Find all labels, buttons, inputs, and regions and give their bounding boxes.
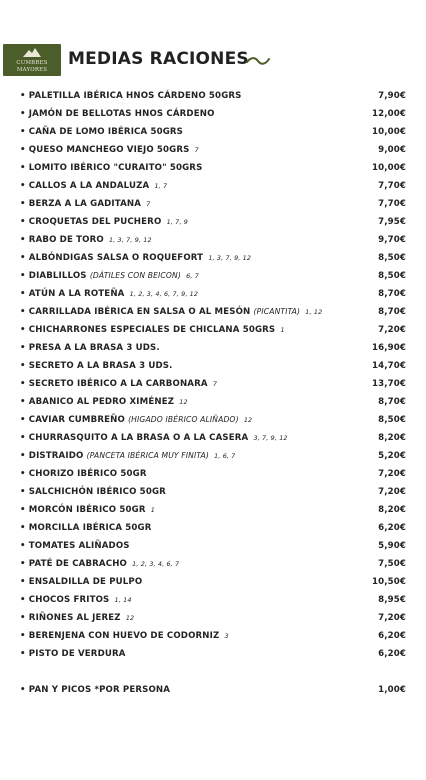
menu-item-allergens: 1, 6, 7 (214, 452, 236, 460)
bullet-icon: • (20, 109, 29, 119)
menu-item-price: 9,00€ (378, 145, 406, 155)
menu-item-note: (PICANTITA) (253, 307, 301, 316)
menu-item (20, 483, 408, 501)
menu-item (20, 681, 408, 699)
menu-item-name (20, 375, 217, 393)
menu-item-label: SECRETO IBÉRICO A LA CARBONARA (28, 379, 208, 389)
menu-item-price: 6,20€ (378, 631, 406, 641)
menu-item-allergens: 12 (125, 614, 135, 622)
menu-item-allergens: 1 (150, 506, 155, 514)
menu-item-label: PALETILLA IBÉRICA HNOS CÁRDENO 50GRS (28, 91, 242, 101)
menu-item-label: PISTO DE VERDURA (28, 649, 126, 659)
bullet-icon: • (20, 343, 29, 353)
menu-item (20, 429, 408, 447)
menu-item (20, 249, 408, 267)
logo-line-1: CUMBRES (16, 60, 48, 66)
bullet-icon: • (20, 127, 29, 137)
menu-item-price: 13,70€ (371, 379, 406, 389)
menu-item-label: CHURRASQUITO A LA BRASA O A LA CASERA (28, 433, 249, 443)
menu-item-label: SECRETO A LA BRASA 3 UDS. (28, 361, 173, 371)
menu-item-allergens: 1, 7 (154, 182, 168, 190)
menu-item-name (20, 627, 229, 645)
menu-item-label: ABANICO AL PEDRO XIMÉNEZ (28, 397, 175, 407)
menu-item-name (20, 267, 199, 285)
menu-item-price: 8,95€ (378, 595, 406, 605)
logo-line-2: MAYORES (16, 67, 48, 73)
menu-item (20, 159, 408, 177)
menu-item-allergens: 1, 3, 7, 9, 12 (108, 236, 152, 244)
menu-item (20, 519, 408, 537)
menu-item-label: CHOCOS FRITOS (28, 595, 110, 605)
menu-item-name (20, 519, 152, 537)
menu-item (20, 195, 408, 213)
menu-item-price: 6,20€ (378, 649, 406, 659)
menu-item (20, 321, 408, 339)
menu-item-allergens: 3, 7, 9, 12 (253, 434, 288, 442)
menu-item-allergens: 1, 14 (114, 596, 132, 604)
bullet-icon: • (20, 487, 29, 497)
menu-item-name (20, 537, 130, 555)
menu-item-label: BERENJENA CON HUEVO DE CODORNIZ (28, 631, 220, 641)
menu-item (20, 573, 408, 591)
menu-item (20, 141, 408, 159)
bullet-icon: • (20, 325, 29, 335)
menu-item-name (20, 303, 322, 321)
menu-item-price: 7,50€ (378, 559, 406, 569)
bullet-icon: • (20, 685, 29, 695)
menu-item-name (20, 573, 142, 591)
bullet-icon: • (20, 631, 29, 641)
menu-item-name (20, 645, 126, 663)
menu-item (20, 645, 408, 663)
menu-item-name (20, 249, 251, 267)
bullet-icon: • (20, 361, 29, 371)
menu-item-label: CROQUETAS DEL PUCHERO (28, 217, 162, 227)
bullet-icon: • (20, 289, 29, 299)
menu-item-name (20, 285, 198, 303)
menu-item-note: (PANCETA IBÉRICA MUY FINITA) (86, 451, 209, 460)
menu-item (20, 501, 408, 519)
menu-item-price: 8,50€ (378, 253, 406, 263)
menu-item (20, 393, 408, 411)
menu-item-price: 10,00€ (371, 127, 406, 137)
bullet-icon: • (20, 307, 29, 317)
menu-item-label: LOMITO IBÉRICO "CURAITO" 50GRS (28, 163, 203, 173)
menu-item (20, 285, 408, 303)
menu-item (20, 177, 408, 195)
menu-item-price: 10,00€ (371, 163, 406, 173)
menu-item-name (20, 123, 183, 141)
menu-item-allergens: 1, 3, 7, 9, 12 (208, 254, 252, 262)
restaurant-logo (3, 44, 61, 76)
bullet-icon: • (20, 469, 29, 479)
menu-item-price: 5,20€ (378, 451, 406, 461)
menu-item-label: CALLOS A LA ANDALUZA (28, 181, 150, 191)
menu-item-price: 7,20€ (378, 613, 406, 623)
bullet-icon: • (20, 397, 29, 407)
bullet-icon: • (20, 541, 29, 551)
bullet-icon: • (20, 595, 29, 605)
menu-item-note: (DÁTILES CON BEICON) (89, 271, 181, 280)
menu-item-label: QUESO MANCHEGO VIEJO 50GRS (28, 145, 190, 155)
bullet-icon: • (20, 505, 29, 515)
menu-item (20, 303, 408, 321)
menu-item-name (20, 501, 155, 519)
menu-item (20, 411, 408, 429)
menu-item-allergens: 3 (224, 632, 229, 640)
menu-item-allergens: 1, 7, 9 (166, 218, 188, 226)
bullet-icon: • (20, 433, 29, 443)
menu-item-name (20, 411, 252, 429)
menu-item-label: CAÑA DE LOMO IBÉRICA 50GRS (28, 127, 184, 137)
menu-item (20, 447, 408, 465)
menu-item-label: RIÑONES AL JEREZ (28, 613, 121, 623)
menu-item-price: 8,70€ (378, 307, 406, 317)
menu-item-label: DISTRAIDO (28, 451, 84, 461)
menu-item-price: 7,20€ (378, 325, 406, 335)
menu-item-allergens: 6, 7 (186, 272, 199, 280)
menu-item-label: BERZA A LA GADITANA (28, 199, 142, 209)
menu-item-price: 9,70€ (378, 235, 406, 245)
menu-item-label: PAN Y PICOS *POR PERSONA (28, 685, 171, 695)
menu-item-name (20, 231, 152, 249)
bullet-icon: • (20, 577, 29, 587)
menu-item-name (20, 609, 134, 627)
menu-item-price: 7,70€ (378, 181, 406, 191)
menu-item-label: PRESA A LA BRASA 3 UDS. (28, 343, 160, 353)
menu-item-price: 10,50€ (371, 577, 406, 587)
menu-item-name (20, 681, 170, 699)
menu-item-name (20, 105, 215, 123)
menu-item-allergens: 1, 2, 3, 4, 6, 7 (132, 560, 180, 568)
menu-item-name (20, 87, 242, 105)
menu-item-label: RABO DE TORO (28, 235, 104, 245)
menu-item-name (20, 195, 150, 213)
bullet-icon: • (20, 523, 29, 533)
menu-item-name (20, 555, 179, 573)
menu-item-label: ALBÓNDIGAS SALSA O ROQUEFORT (28, 253, 204, 263)
menu-item-price: 8,20€ (378, 433, 406, 443)
bullet-icon: • (20, 163, 29, 173)
menu-item-allergens: 7 (194, 146, 199, 154)
menu-item-label: SALCHICHÓN IBÉRICO 50GR (28, 487, 166, 497)
bullet-icon: • (20, 415, 29, 425)
bullet-icon: • (20, 451, 29, 461)
menu-item-price: 8,70€ (378, 397, 406, 407)
menu-item-name (20, 213, 188, 231)
bullet-icon: • (20, 253, 29, 263)
menu-item (20, 105, 408, 123)
menu-item-label: CARRILLADA IBÉRICA EN SALSA O AL MESÓN (28, 307, 251, 317)
menu-item-name (20, 321, 285, 339)
menu-item-price: 7,70€ (378, 199, 406, 209)
bullet-icon: • (20, 235, 29, 245)
menu-item (20, 231, 408, 249)
menu-item-name (20, 591, 132, 609)
bullet-icon: • (20, 91, 29, 101)
bullet-icon: • (20, 613, 29, 623)
menu-item-allergens: 1, 2, 3, 4, 6, 7, 9, 12 (129, 290, 199, 298)
bullet-icon: • (20, 199, 29, 209)
menu-list (20, 87, 408, 699)
menu-item-label: ATÚN A LA ROTEÑA (28, 289, 125, 299)
menu-item-price: 5,90€ (378, 541, 406, 551)
menu-item-label: DIABLILLOS (28, 271, 87, 281)
menu-item-price: 7,20€ (378, 469, 406, 479)
menu-item-price: 8,50€ (378, 271, 406, 281)
menu-item-note: (HIGADO IBÉRICO ALIÑADO) (128, 415, 239, 424)
bullet-icon: • (20, 559, 29, 569)
menu-item (20, 87, 408, 105)
bullet-icon: • (20, 145, 29, 155)
menu-item-name (20, 177, 167, 195)
swirl-ornament-icon (246, 56, 270, 66)
menu-item-label: TOMATES ALIÑADOS (28, 541, 130, 551)
menu-item-price: 16,90€ (371, 343, 406, 353)
menu-item (20, 609, 408, 627)
menu-item-name (20, 141, 199, 159)
bullet-icon: • (20, 271, 29, 281)
menu-item-label: MORCÓN IBÉRICO 50GR (28, 505, 146, 515)
mountain-icon (23, 47, 41, 58)
menu-item-price: 7,95€ (378, 217, 406, 227)
menu-item-name (20, 429, 288, 447)
menu-item (20, 123, 408, 141)
menu-item-name (20, 159, 202, 177)
menu-item-label: ENSALDILLA DE PULPO (28, 577, 143, 587)
menu-item-price: 6,20€ (378, 523, 406, 533)
menu-item (20, 537, 408, 555)
menu-item-name (20, 447, 235, 465)
menu-item-label: MORCILLA IBÉRICA 50GR (28, 523, 152, 533)
menu-item-name (20, 357, 173, 375)
menu-item-price: 12,00€ (371, 109, 406, 119)
menu-item-label: CAVIAR CUMBREÑO (28, 415, 125, 425)
menu-item (20, 375, 408, 393)
menu-item (20, 591, 408, 609)
menu-item-price: 1,00€ (378, 685, 406, 695)
menu-item (20, 213, 408, 231)
menu-item-price: 14,70€ (371, 361, 406, 371)
menu-item-name (20, 393, 188, 411)
section-header (0, 44, 426, 78)
menu-item-allergens: 7 (212, 380, 218, 388)
menu-item-allergens: 12 (179, 398, 188, 406)
menu-item-label: CHORIZO IBÉRICO 50GR (28, 469, 147, 479)
menu-item-name (20, 339, 160, 357)
menu-item (20, 339, 408, 357)
menu-item-name (20, 483, 166, 501)
bullet-icon: • (20, 649, 29, 659)
menu-item (20, 555, 408, 573)
menu-item-allergens: 7 (146, 200, 151, 208)
menu-item-name (20, 465, 147, 483)
bullet-icon: • (20, 181, 29, 191)
menu-item-price: 8,20€ (378, 505, 406, 515)
menu-item-label: PATÉ DE CABRACHO (28, 559, 127, 569)
menu-item-price: 8,70€ (378, 289, 406, 299)
menu-item (20, 465, 408, 483)
menu-item-allergens: 1 (280, 326, 285, 334)
menu-item-allergens: 12 (243, 416, 253, 424)
menu-item (20, 627, 408, 645)
menu-item-label: CHICHARRONES ESPECIALES DE CHICLANA 50GRS (28, 325, 276, 335)
menu-item-price: 7,90€ (378, 91, 406, 101)
bullet-icon: • (20, 217, 29, 227)
menu-item-price: 8,50€ (378, 415, 406, 425)
menu-item-allergens: 1, 12 (305, 308, 323, 316)
menu-item-price: 7,20€ (378, 487, 406, 497)
menu-item (20, 267, 408, 285)
bullet-icon: • (20, 379, 29, 389)
menu-item-label: JAMÓN DE BELLOTAS HNOS CÁRDENO (28, 109, 215, 119)
menu-item (20, 357, 408, 375)
page-title: MEDIAS RACIONES (68, 49, 249, 69)
